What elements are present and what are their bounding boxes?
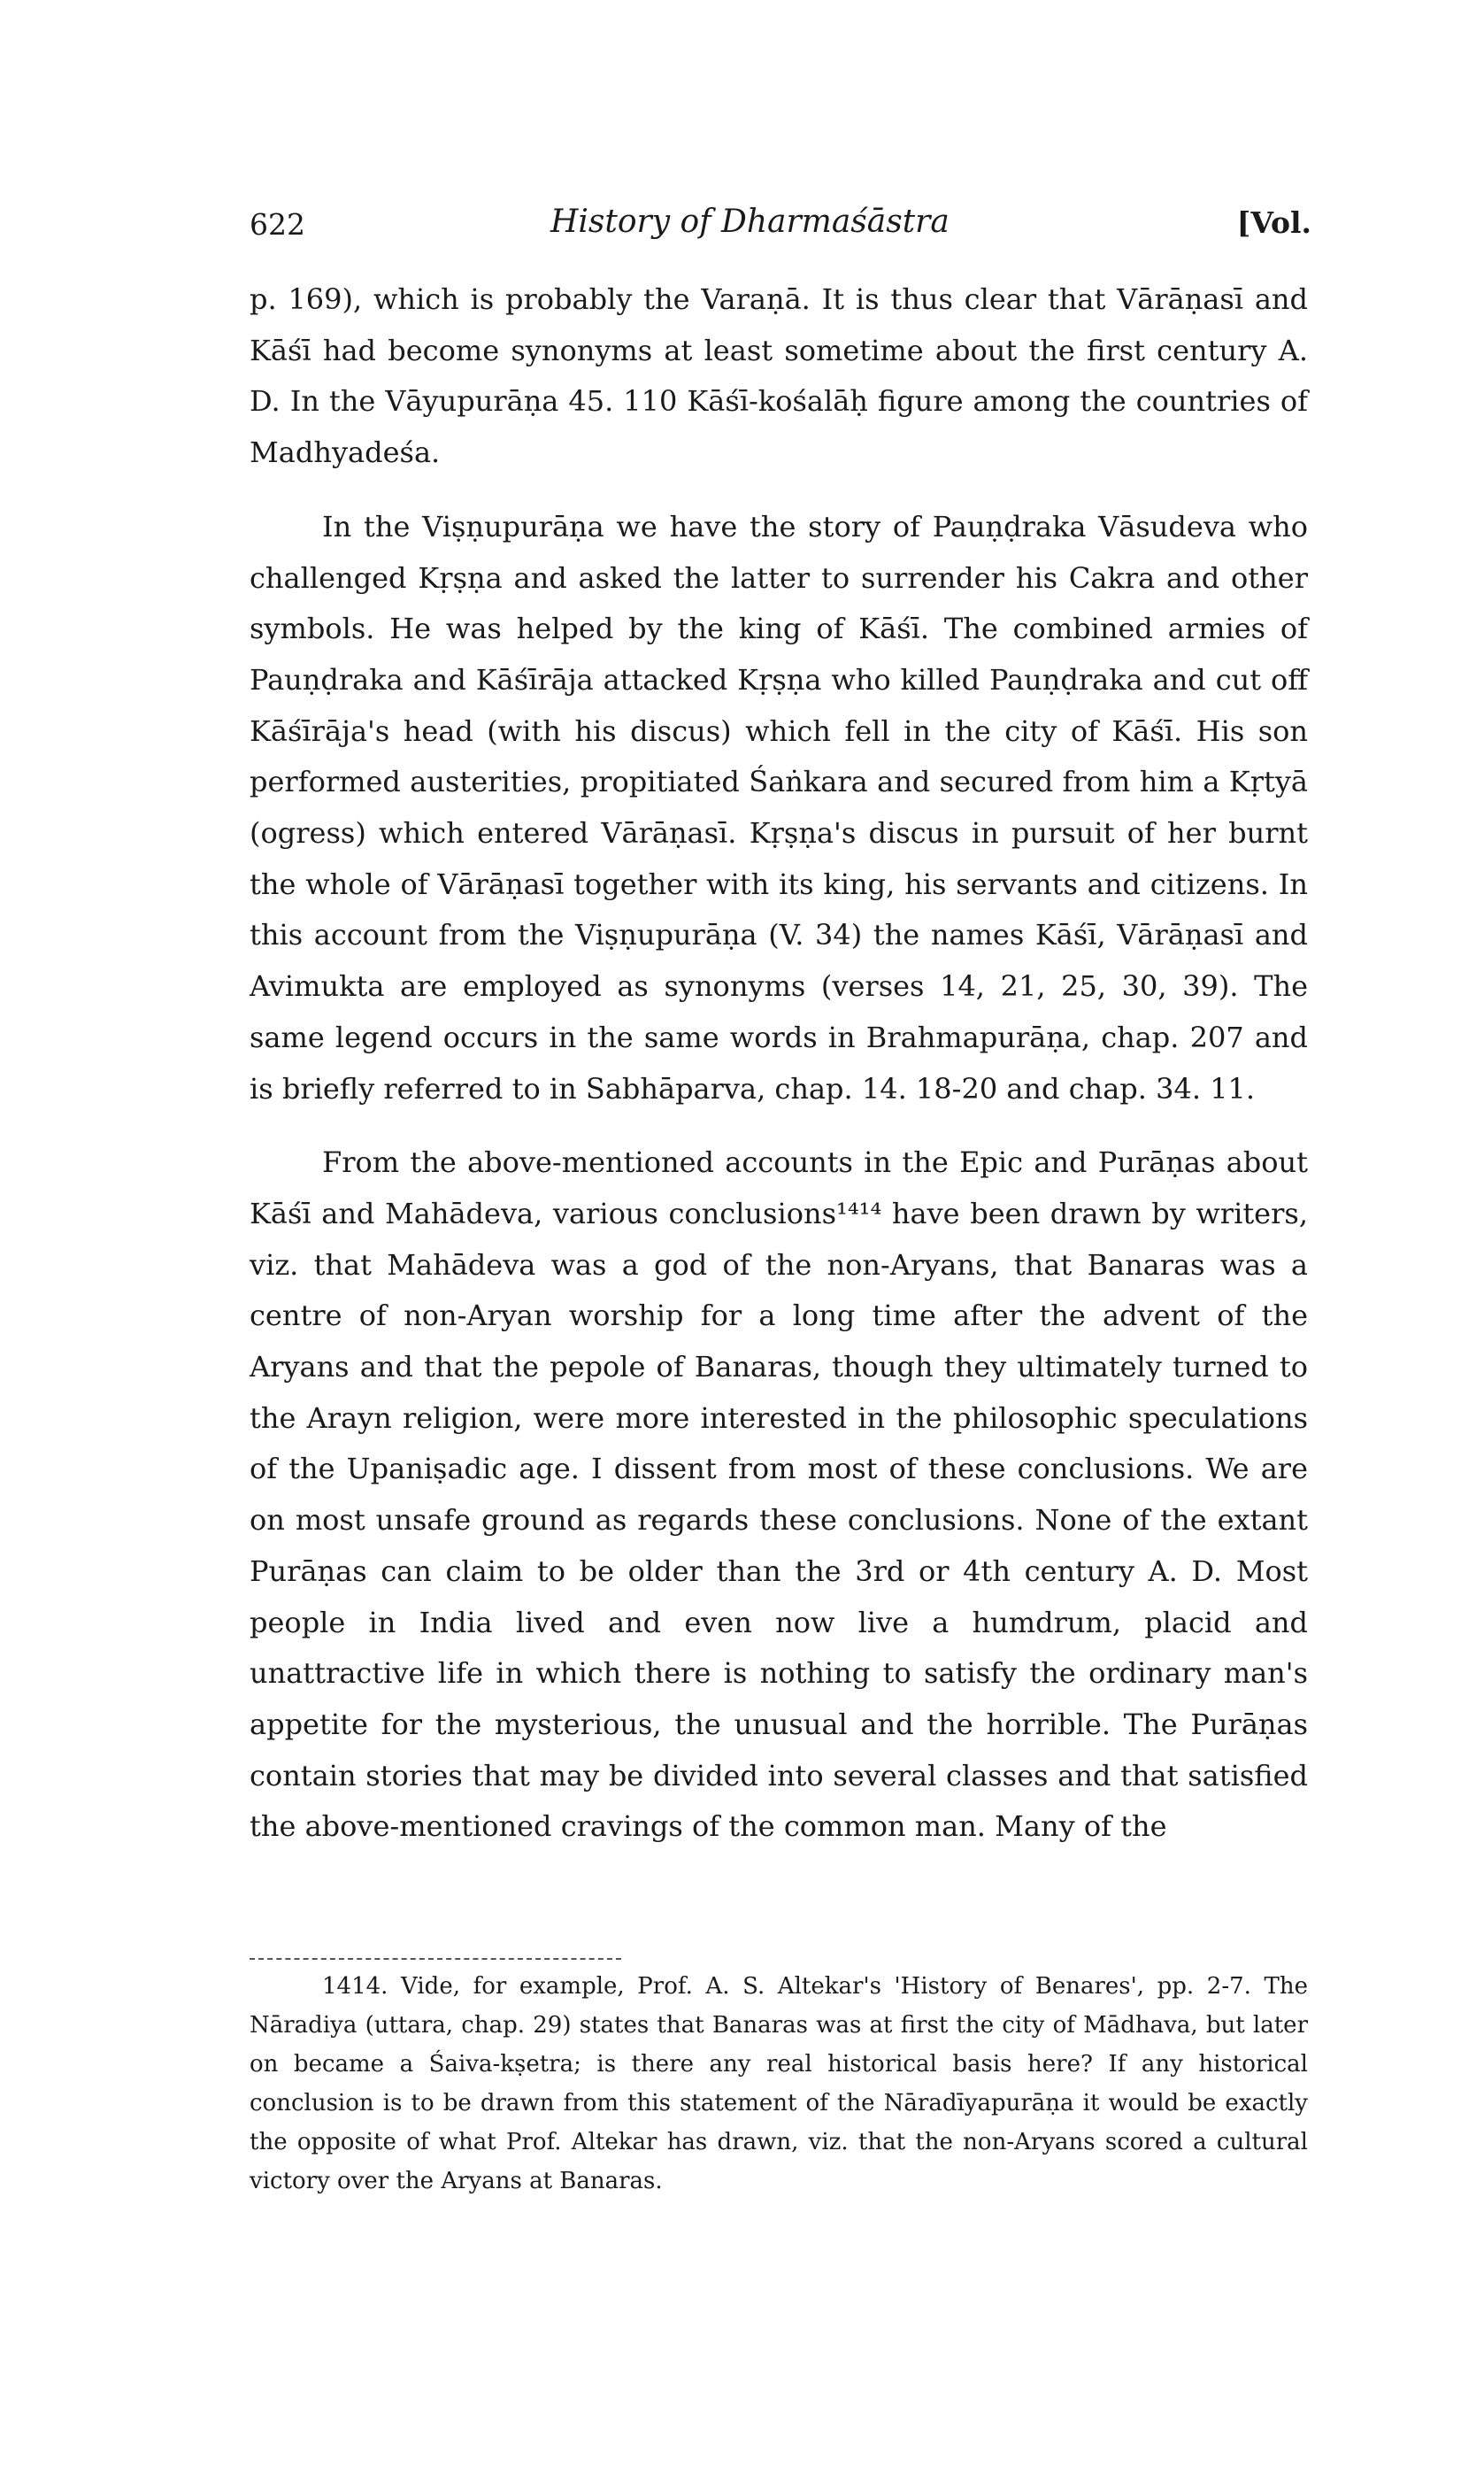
page-number: 622	[250, 207, 305, 242]
paragraph-1: p. 169), which is probably the Varaṇā. It is thus clear that Vārāṇasī and Kāśī had become synonyms at least sometime about the first century A. D. In the Vāyupurāṇa 45. 110 Kāśī-kośalāḥ figure among the countries of Madhyadeśa.	[250, 282, 1308, 470]
volume-label: [Vol.	[1236, 205, 1311, 240]
paragraph-2: In the Viṣṇupurāṇa we have the story of Pauṇḍraka Vāsudeva who challenged Kṛṣṇa and asked the latter to surrender his Cakra and other symbols. He was helped by the king of Kāśī. The combined armies of Pauṇḍraka and Kāśīrāja attacked Kṛṣṇa who killed Pauṇḍraka and cut off Kāśīrāja's head (with his discus) which fell in the city of Kāśī. His son performed austerities, propitiated Śaṅkara and secured from him a Kṛtyā (ogress) which entered Vārāṇasī. Kṛṣṇa's discus in pursuit of her burnt the whole of Vārāṇasī together with its king, his servants and citizens. In this account from the Viṣṇupurāṇa (V. 34) the names Kāśī, Vārāṇasī and Avimukta are employed as synonyms (verses 14, 21, 25, 30, 39). The same legend occurs in the same words in Brahmapurāṇa, chap. 207 and is briefly referred to in Sabhāparva, chap. 14. 18-20 and chap. 34. 11.	[250, 509, 1308, 1106]
footnote-rule	[250, 1958, 621, 1960]
paragraph-3: From the above-mentioned accounts in the Epic and Purāṇas about Kāśī and Mahādeva, various conclusions¹⁴¹⁴ have been drawn by writers, viz. that Mahādeva was a god of the non-Aryans, that Banaras was a centre of non-Aryan worship for a long time after the advent of the Aryans and that the pepole of Banaras, though they ultimately turned to the Arayn religion, were more interested in the philosophic speculations of the Upaniṣadic age. I dissent from most of these conclusions. We are on most unsafe ground as regards these conclusions. None of the extant Purāṇas can claim to be older than the 3rd or 4th century A. D. Most people in India lived and even now live a humdrum, placid and unattractive life in which there is nothing to satisfy the ordinary man's appetite for the mysterious, the unusual and the horrible. The Purāṇas contain stories that may be divided into several classes and that satisfied the above-mentioned cravings of the common man. Many of the	[250, 1145, 1308, 1844]
footnote-1414: 1414. Vide, for example, Prof. A. S. Altekar's 'History of Benares', pp. 2-7. The Nāradiya (uttara, chap. 29) states that Banaras was at first the city of Mādhava, but later on became a Śaiva-kṣetra; is there any real historical basis here? If any historical conclusion is to be drawn from this statement of the Nāradīyapurāṇa it would be exactly the opposite of what Prof. Altekar has drawn, viz. that the non-Aryans scored a cultural victory over the Aryans at Banaras.	[250, 1973, 1308, 2194]
page-header	[250, 200, 1311, 244]
footnotes	[250, 1967, 1308, 2201]
main-text	[250, 274, 1308, 1876]
running-title: History of Dharmaśāstra	[550, 204, 950, 240]
